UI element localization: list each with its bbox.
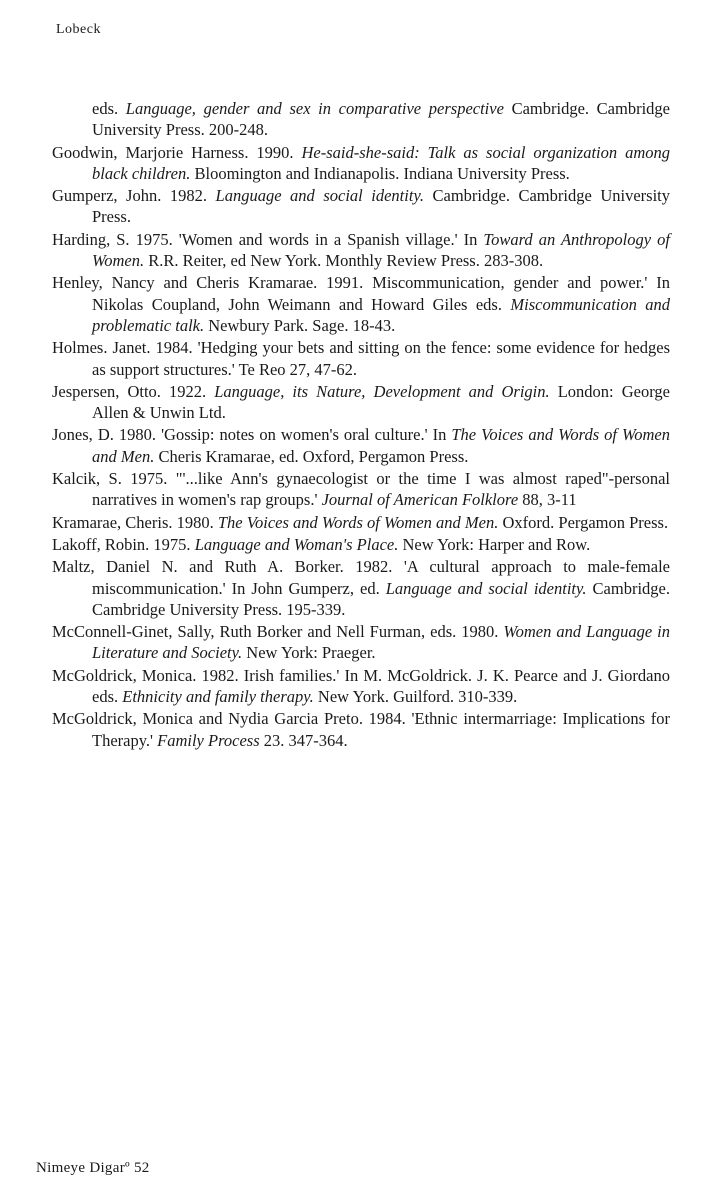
reference-title: Ethnicity and family therapy. bbox=[122, 687, 314, 707]
reference-title: Language, gender and sex in comparative perspective bbox=[125, 99, 504, 118]
reference-entry: McGoldrick, Monica. 1982. Irish families.' In M. McGoldrick. J. K. Pearce and J. Giordano eds. Ethnicity and family therapy. New York. Guilford. 310-339. bbox=[52, 665, 670, 707]
reference-entry: Jespersen, Otto. 1922. Language, its Nature, Development and Origin. London: George Allen & Unwin Ltd. bbox=[52, 381, 670, 423]
reference-title: Miscommunication and problematic talk. bbox=[92, 294, 670, 335]
reference-entry: Goodwin, Marjorie Harness. 1990. He-said-she-said: Talk as social organization among black children. Bloomington and Indianapolis. Indiana University Press. bbox=[52, 142, 670, 183]
reference-entry: Henley, Nancy and Cheris Kramarae. 1991. Miscommunication, gender and power.' In Nikolas Coupland, John Weimann and Howard Giles eds. Miscommunication and problematic talk. Newbury Park. Sage. 18-43. bbox=[52, 273, 670, 335]
reference-title: Language and Woman's Place. bbox=[194, 534, 399, 554]
reference-entry: Jones, D. 1980. 'Gossip: notes on women's oral culture.' In The Voices and Words of Women and Men. Cheris Kramarae, ed. Oxford, Pergamon Press. bbox=[52, 425, 670, 466]
reference-entry: eds. Language, gender and sex in comparative perspective Cambridge. Cambridge University Press. 200-248. bbox=[92, 99, 670, 140]
reference-entry: McConnell-Ginet, Sally, Ruth Borker and Nell Furman, eds. 1980. Women and Language in Literature and Society. New York: Praeger. bbox=[52, 622, 670, 663]
reference-title: He-said-she-said: Talk as social organization among black children. bbox=[92, 142, 670, 183]
page-footer: Nimeye Digarº 52 bbox=[36, 1160, 150, 1176]
reference-entry: Lakoff, Robin. 1975. Language and Woman's Place. New York: Harper and Row. bbox=[52, 534, 591, 554]
reference-entry: Holmes. Janet. 1984. 'Hedging your bets and sitting on the fence: some evidence for hedges as support structures.' Te Reo 27, 47-62. bbox=[52, 338, 670, 379]
reference-entry: Kramarae, Cheris. 1980. The Voices and Words of Women and Men. Oxford. Pergamon Press. bbox=[52, 512, 669, 532]
reference-entry: McGoldrick, Monica and Nydia Garcia Preto. 1984. 'Ethnic intermarriage: Implications for Therapy.' Family Process 23. 347-364. bbox=[52, 709, 670, 750]
reference-title: Language and social identity. bbox=[215, 186, 424, 206]
reference-title: Language, its Nature, Development and Origin. bbox=[214, 381, 550, 401]
reference-title: Toward an Anthropology of Women. bbox=[92, 229, 670, 271]
reference-list bbox=[52, 98, 670, 752]
reference-entry: Kalcik, S. 1975. "'...like Ann's gynaecologist or the time I was almost raped"-personal narratives in women's rap groups.' Journal of American Folklore 88, 3-11 bbox=[52, 469, 670, 510]
reference-title: The Voices and Words of Women and Men. bbox=[217, 512, 499, 532]
reference-title: Women and Language in Literature and Society. bbox=[92, 622, 670, 663]
reference-title: Family Process bbox=[157, 730, 260, 750]
reference-title: Language and social identity. bbox=[385, 578, 587, 598]
reference-title: The Voices and Words of Women and Men. bbox=[92, 425, 670, 466]
reference-entry: Gumperz, John. 1982. Language and social identity. Cambridge. Cambridge University Press. bbox=[52, 186, 670, 227]
reference-entry: Harding, S. 1975. 'Women and words in a Spanish village.' In Toward an Anthropology of Women. R.R. Reiter, ed New York. Monthly Review Press. 283-308. bbox=[52, 229, 670, 271]
reference-entry: Maltz, Daniel N. and Ruth A. Borker. 1982. 'A cultural approach to male-female miscommunication.' In John Gumperz, ed. Language and social identity. Cambridge. Cambridge University Press. 195-339. bbox=[52, 557, 670, 619]
reference-title: Journal of American Folklore bbox=[321, 490, 519, 510]
running-head: Lobeck bbox=[56, 22, 101, 37]
